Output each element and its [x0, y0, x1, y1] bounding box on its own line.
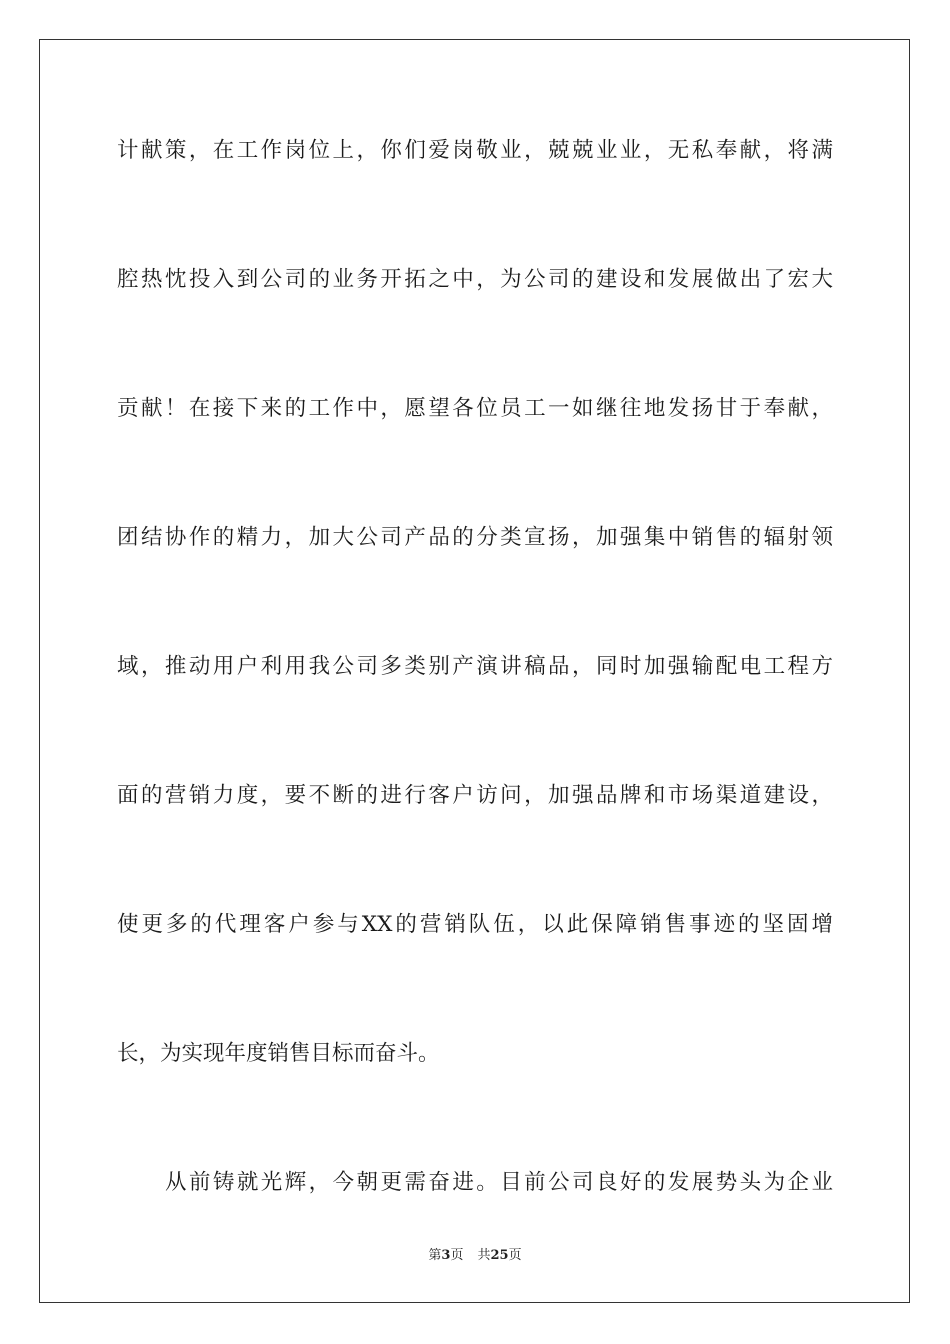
document-body [117, 119, 833, 1280]
page-prefix: 第 [428, 1248, 442, 1263]
total-pages: 25 [490, 1248, 509, 1263]
total-suffix: 页 [508, 1248, 522, 1263]
text-line: 域，推动用户利用我公司多类别产演讲稿品，同时加强输配电工程方 [117, 654, 833, 679]
text-line: 计献策，在工作岗位上，你们爱岗敬业，兢兢业业，无私奉献，将满 [117, 138, 833, 163]
text-line: 腔热忱投入到公司的业务开拓之中，为公司的建设和发展做出了宏大 [117, 267, 833, 292]
text-line: 团结协作的精力，加大公司产品的分类宣扬，加强集中销售的辐射领 [117, 525, 833, 550]
text-line: 使更多的代理客户参与XX的营销队伍，以此保障销售事迹的坚固增 [117, 912, 833, 937]
paragraph-start-line: 从前铸就光辉，今朝更需奋进。目前公司良好的发展势头为企业 [165, 1170, 833, 1195]
page-suffix: 页 [450, 1248, 464, 1263]
page-number: 3 [441, 1248, 451, 1263]
text-line: 面的营销力度，要不断的进行客户访问，加强品牌和市场渠道建设， [117, 783, 833, 808]
text-line: 贡献！在接下来的工作中，愿望各位员工一如继往地发扬甘于奉献， [117, 396, 833, 421]
page-footer [0, 1246, 950, 1266]
total-prefix: 共 [477, 1248, 491, 1263]
text-line: 长，为实现年度销售目标而奋斗。 [117, 1041, 440, 1066]
